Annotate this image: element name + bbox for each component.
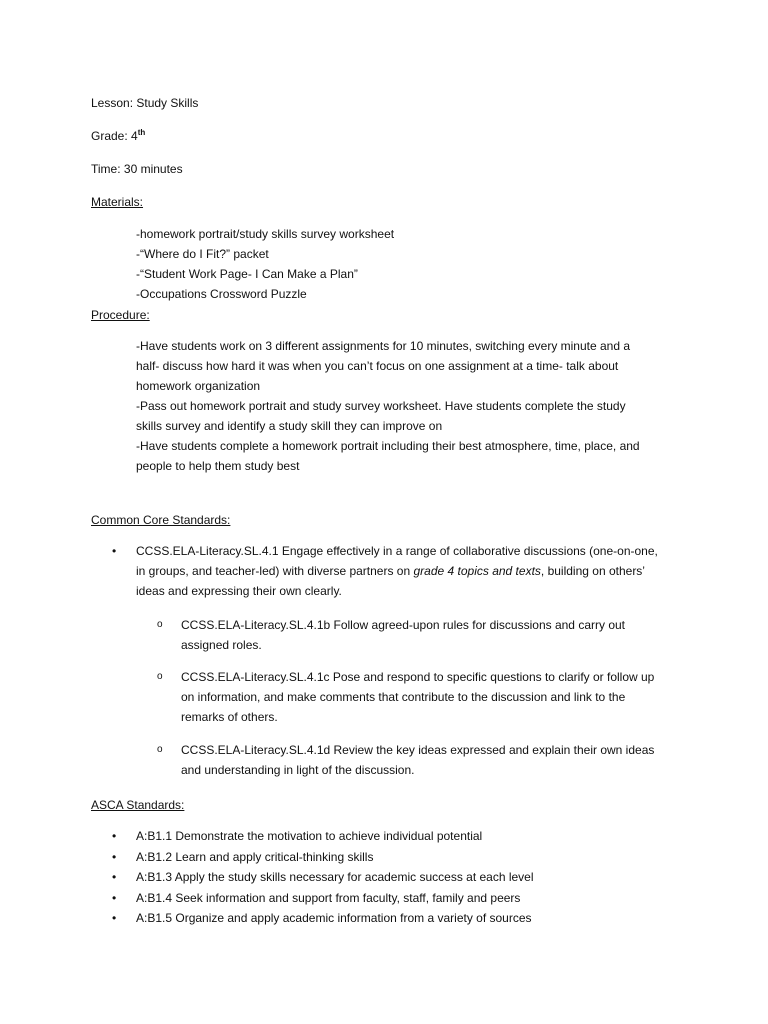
circle-bullet-icon: o xyxy=(157,671,163,682)
asca-item xyxy=(112,847,712,868)
standard-italic-text: grade 4 topics and texts xyxy=(413,564,541,578)
asca-item-text: A:B1.4 Seek information and support from faculty, staff, family and peers xyxy=(136,890,521,905)
asca-item-text: A:B1.2 Learn and apply critical-thinking skills xyxy=(136,849,374,864)
materials-item: -“Student Work Page- I Can Make a Plan” xyxy=(136,267,358,281)
sub-standard-text xyxy=(181,667,681,727)
materials-heading: Materials: xyxy=(91,195,144,209)
sub-standard-text xyxy=(181,740,681,780)
grade-text: Grade: 4 xyxy=(91,129,138,143)
procedure-line: half- discuss how hard it was when you can’t focus on one assignment at a time- talk about xyxy=(136,359,619,373)
standard-text: in groups, and teacher-led) with diverse partners on xyxy=(136,564,414,578)
grade-line xyxy=(91,126,145,146)
sub-standard-line: and understanding in light of the discussion. xyxy=(181,763,415,777)
standard-line: CCSS.ELA-Literacy.SL.4.1 Engage effectively in a range of collaborative discussions (one-on-one, xyxy=(136,544,658,558)
asca-list xyxy=(112,826,712,929)
grade-superscript: th xyxy=(137,128,146,137)
materials-list xyxy=(136,224,696,304)
time-line: Time: 30 minutes xyxy=(91,162,183,176)
procedure-line: skills survey and identify a study skill they can improve on xyxy=(136,419,443,433)
sub-standard-line: assigned roles. xyxy=(181,638,262,652)
sub-standard-text xyxy=(181,615,681,655)
asca-item xyxy=(112,908,712,929)
circle-bullet-icon: o xyxy=(157,619,163,630)
procedure-line: -Have students work on 3 different assignments for 10 minutes, switching every minute and a xyxy=(136,339,631,353)
procedure-line: -Pass out homework portrait and study survey worksheet. Have students complete the study xyxy=(136,399,626,413)
bullet-icon: • xyxy=(112,829,117,843)
sub-standard-line: CCSS.ELA-Literacy.SL.4.1c Pose and respond to specific questions to clarify or follow up xyxy=(181,670,655,684)
common-core-main-text xyxy=(136,541,696,601)
asca-item-text: A:B1.1 Demonstrate the motivation to achieve individual potential xyxy=(136,829,483,843)
sub-standard-line: remarks of others. xyxy=(181,710,278,724)
sub-standard-line: on information, and make comments that contribute to the discussion and link to the xyxy=(181,690,626,704)
procedure-line: homework organization xyxy=(136,379,261,393)
asca-item-text: A:B1.5 Organize and apply academic information from a variety of sources xyxy=(136,911,532,925)
asca-item xyxy=(112,888,712,909)
materials-item: -“Where do I Fit?” packet xyxy=(136,247,269,261)
procedure-text xyxy=(136,336,696,476)
sub-standard-line: CCSS.ELA-Literacy.SL.4.1d Review the key ideas expressed and explain their own ideas xyxy=(181,743,655,757)
bullet-icon: • xyxy=(112,911,117,925)
lesson-title: Lesson: Study Skills xyxy=(91,96,199,110)
circle-bullet-icon: o xyxy=(157,744,163,755)
sub-standard-line: CCSS.ELA-Literacy.SL.4.1b Follow agreed-upon rules for discussions and carry out xyxy=(181,618,625,632)
bullet-icon: • xyxy=(112,849,117,864)
bullet-icon: • xyxy=(112,890,117,905)
procedure-line: people to help them study best xyxy=(136,459,300,473)
bullet-icon: • xyxy=(112,544,117,558)
bullet-icon: • xyxy=(112,870,117,884)
materials-item: -Occupations Crossword Puzzle xyxy=(136,287,307,301)
standard-text: , building on others’ xyxy=(540,564,645,578)
asca-item xyxy=(112,826,712,847)
common-core-heading: Common Core Standards: xyxy=(91,513,231,527)
procedure-line: -Have students complete a homework portrait including their best atmosphere, time, place, and xyxy=(136,439,640,453)
standard-line: ideas and expressing their own clearly. xyxy=(136,584,342,598)
procedure-heading: Procedure: xyxy=(91,308,150,322)
asca-item xyxy=(112,867,712,888)
materials-item: -homework portrait/study skills survey worksheet xyxy=(136,227,395,241)
asca-item-text: A:B1.3 Apply the study skills necessary for academic success at each level xyxy=(136,870,534,884)
asca-heading: ASCA Standards: xyxy=(91,798,185,812)
standard-line xyxy=(136,561,696,581)
